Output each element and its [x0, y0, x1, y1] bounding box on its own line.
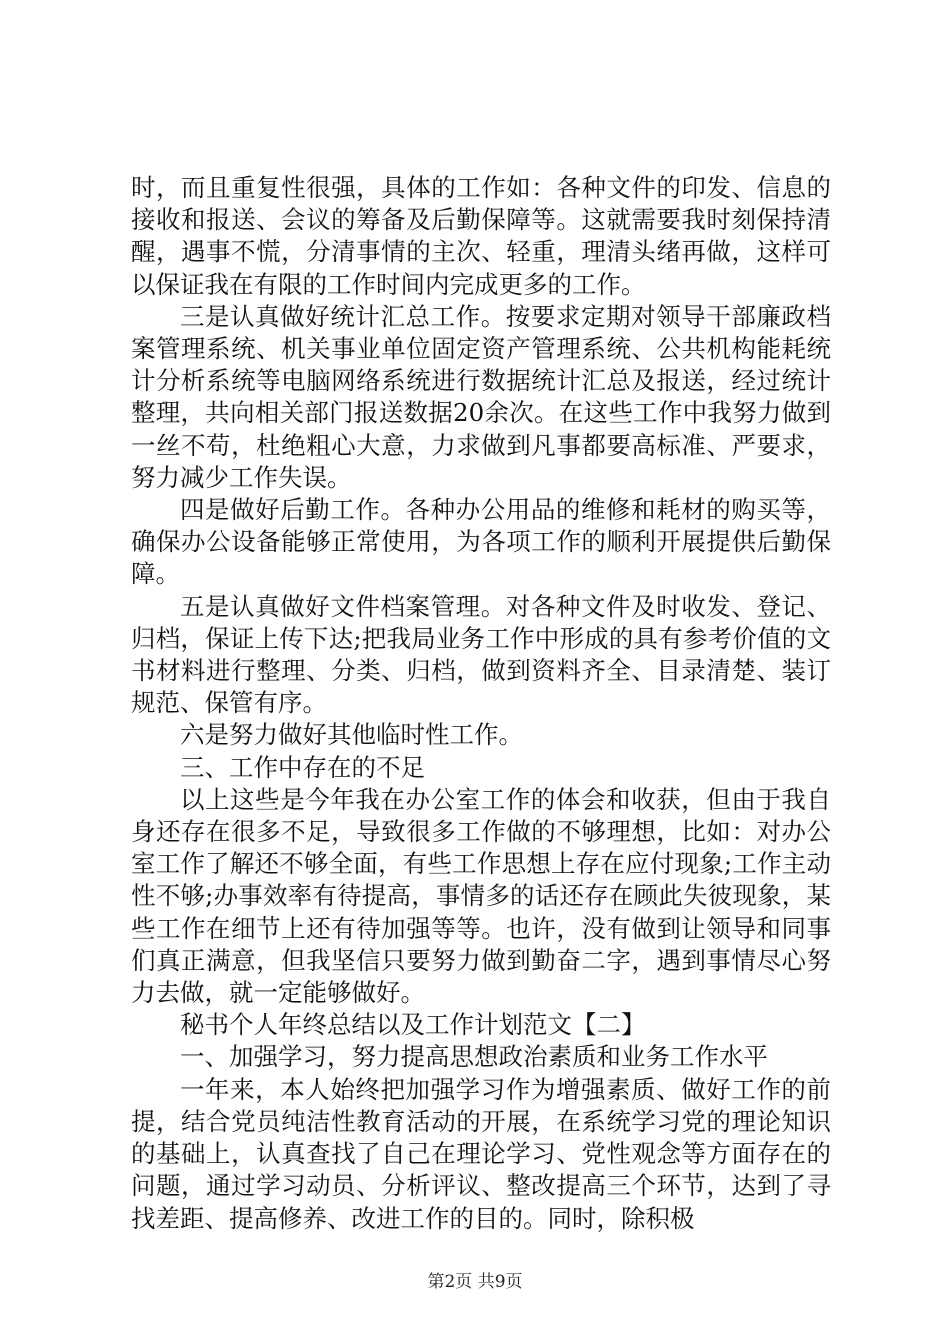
section-heading-study: 一、加强学习，努力提高思想政治素质和业务工作水平 — [180, 1042, 768, 1072]
paragraph-shortcomings: 以上这些是今年我在办公室工作的体会和收获，但由于我自身还存在很多不足，导致很多工作做的不够理想，比如：对办公室工作了解还不够全面，有些工作思想上存在应付现象;工作主动性不够;办事效率有待提高，事情多的话还存在顾此失彼现象，某些工作在细节上还有待加强等等。也许，没有做到让领导和同事们真正满意，但我坚信只要努力做到勤奋二字，遇到事情尽心努力去做，就一定能够做好。 — [131, 784, 831, 1008]
article-title-two: 秘书个人年终总结以及工作计划范文【二】 — [180, 1010, 646, 1040]
section-heading-shortcomings: 三、工作中存在的不足 — [180, 752, 425, 782]
paragraph-item-four: 四是做好后勤工作。各种办公用品的维修和耗材的购买等，确保办公设备能够正常使用，为各项工作的顺利开展提供后勤保障。 — [131, 495, 831, 589]
paragraph-study: 一年来，本人始终把加强学习作为增强素质、做好工作的前提，结合党员纯洁性教育活动的开展，在系统学习党的理论知识的基础上，认真查找了自己在理论学习、党性观念等方面存在的问题，通过学习动员、分析评议、整改提高三个环节，达到了寻找差距、提高修养、改进工作的目的。同时，除积极 — [131, 1074, 831, 1233]
paragraph-item-six: 六是努力做好其他临时性工作。 — [180, 720, 523, 750]
paragraph-continuation: 时，而且重复性很强，具体的工作如：各种文件的印发、信息的接收和报送、会议的筹备及后勤保障等。这就需要我时刻保持清醒，遇事不慌，分清事情的主次、轻重，理清头绪再做，这样可以保证我在有限的工作时间内完成更多的工作。 — [131, 173, 831, 299]
page-number-footer: 第2页 共9页 — [427, 1272, 523, 1292]
document-body — [131, 172, 831, 1235]
paragraph-item-three: 三是认真做好统计汇总工作。按要求定期对领导干部廉政档案管理系统、机关事业单位固定资产管理系统、公共机构能耗统计分析系统等电脑网络系统进行数据统计汇总及报送，经过统计整理，共向相关部门报送数据20余次。在这些工作中我努力做到一丝不苟，杜绝粗心大意，力求做到凡事都要高标准、严要求，努力减少工作失误。 — [131, 301, 831, 492]
paragraph-item-five: 五是认真做好文件档案管理。对各种文件及时收发、登记、归档，保证上传下达;把我局业务工作中形成的具有参考价值的文书材料进行整理、分类、归档，做到资料齐全、目录清楚、装订规范、保管有序。 — [131, 591, 831, 718]
